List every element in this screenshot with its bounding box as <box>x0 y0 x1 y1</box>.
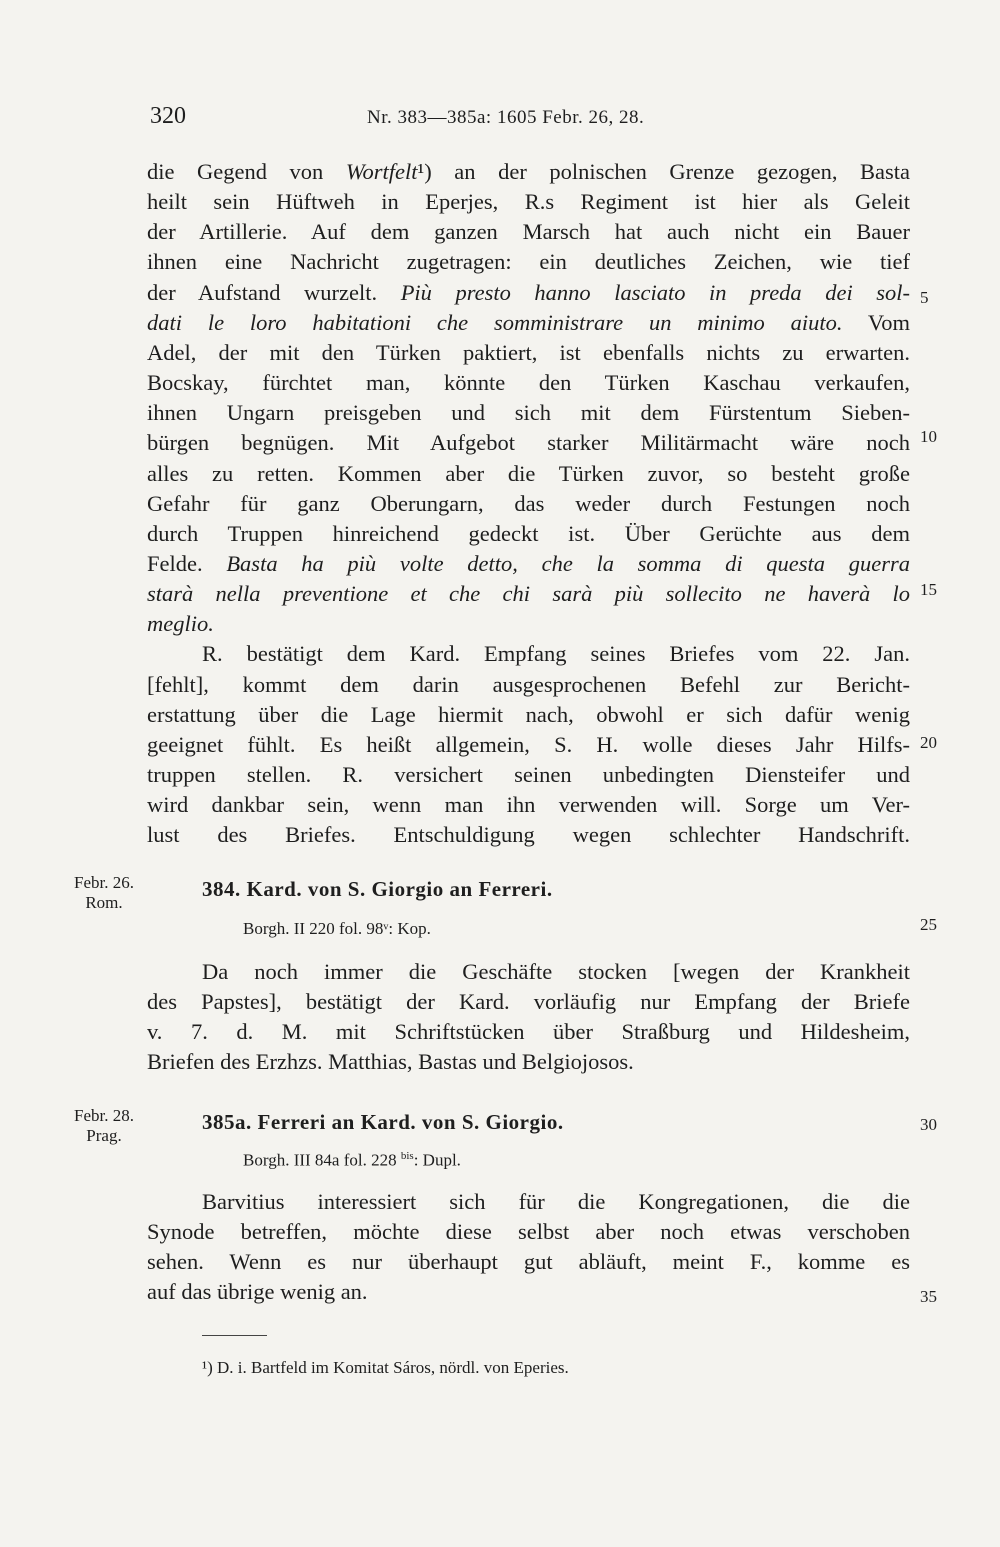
text-segment: Synode betreffen, möchte diese selbst aber noch etwas verschoben <box>147 1219 910 1244</box>
text-segment: Briefen des Erzhzs. Matthias, Bastas und Belgiojosos. <box>147 1049 634 1074</box>
text-line <box>147 1247 910 1277</box>
text-line <box>147 489 910 519</box>
text-line <box>147 428 910 458</box>
source-superscript: bis <box>400 1150 414 1162</box>
text-line <box>147 398 910 428</box>
running-head: Nr. 383—385a: 1605 Febr. 26, 28. <box>367 107 645 128</box>
text-line <box>147 987 910 1017</box>
italic-quote: dati le loro habitationi che somministrare un minimo aiuto. <box>147 309 843 335</box>
text-segment: ¹) an der polnischen Grenze gezogen, Basta <box>417 159 910 184</box>
text-segment: Gefahr für ganz Oberungarn, das weder durch Festungen noch <box>147 490 910 516</box>
entry-385a-margin-date <box>62 1106 146 1146</box>
text-line <box>147 187 910 217</box>
italic-quote: starà nella preventione et che chi sarà più sollecito ne haverà lo <box>147 581 910 607</box>
text-segment: die Gegend von <box>147 159 346 184</box>
entry-384-margin-date <box>62 873 146 913</box>
text-segment: durch Truppen hinreichend gedeckt ist. Über Gerüchte aus dem <box>147 520 910 546</box>
text-line <box>202 1187 910 1217</box>
text-segment: Vom <box>842 309 910 335</box>
entry-number: 385a. <box>202 1110 252 1134</box>
source-tail: : Dupl. <box>413 1150 461 1170</box>
source-main: Borgh. III 84a fol. 228 <box>243 1150 397 1170</box>
text-segment: [fehlt], kommt dem darin ausgesprochenen Befehl zur Bericht- <box>147 671 910 697</box>
text-segment: truppen stellen. R. versichert seinen unbedingten Diensteifer und <box>147 762 910 787</box>
text-line <box>147 217 910 247</box>
text-segment: erstattung über die Lage hiermit nach, obwohl er sich dafür wenig <box>147 701 910 727</box>
text-segment: sehen. Wenn es nur überhaupt gut abläuft, meint F., komme es <box>147 1249 910 1274</box>
text-line <box>147 670 910 700</box>
text-segment: ihnen Ungarn preisgeben und sich mit dem Fürstentum Sieben- <box>147 400 910 426</box>
margin-date: Febr. 26. <box>74 873 134 892</box>
text-line <box>147 579 910 609</box>
entry-385a-heading <box>202 1110 564 1135</box>
italic-quote: Basta ha più volte detto, che la somma di questa guerra <box>226 550 910 576</box>
text-line <box>147 1217 910 1247</box>
entry-title: Kard. von S. Giorgio an Ferreri. <box>246 877 553 901</box>
line-number: 10 <box>920 427 937 446</box>
text-line <box>147 730 910 760</box>
entry-385a-source <box>243 1150 461 1171</box>
text-line <box>147 519 910 549</box>
margin-place: Rom. <box>85 893 123 912</box>
text-line <box>202 639 910 669</box>
text-segment: Felde. <box>147 550 227 576</box>
text-line <box>147 1277 910 1307</box>
text-line <box>147 157 910 187</box>
text-line <box>147 308 910 338</box>
text-segment: der Aufstand wurzelt. <box>147 279 401 305</box>
text-line <box>147 700 910 730</box>
margin-place: Prag. <box>86 1126 122 1145</box>
footnote: ¹) D. i. Bartfeld im Komitat Sáros, nördl. von Eperies. <box>202 1358 569 1377</box>
entry-number: 384. <box>202 877 241 901</box>
italic-quote: Più presto hanno lasciato in preda dei sol- <box>400 279 910 305</box>
text-segment: lust des Briefes. Entschuldigung wegen schlechter Handschrift. <box>147 822 910 848</box>
text-line <box>147 790 910 820</box>
text-line <box>147 338 910 368</box>
entry-title: Ferreri an Kard. von S. Giorgio. <box>257 1110 564 1134</box>
text-segment: Bocskay, fürchtet man, könnte den Türken Kaschau verkaufen, <box>147 370 910 396</box>
text-line <box>202 957 910 987</box>
footnote-divider <box>202 1335 267 1336</box>
text-segment: des Papstes], bestätigt der Kard. vorläufig nur Empfang der Briefe <box>147 989 910 1014</box>
margin-date: Febr. 28. <box>74 1106 134 1125</box>
text-line <box>147 368 910 398</box>
line-number: 5 <box>920 288 929 307</box>
entry-384-source: Borgh. II 220 fol. 98ᵛ: Kop. <box>243 919 431 938</box>
line-number: 20 <box>920 733 937 752</box>
text-segment: wird dankbar sein, wenn man ihn verwenden will. Sorge um Ver- <box>147 792 910 818</box>
text-segment: geeignet fühlt. Es heißt allgemein, S. H. wolle dieses Jahr Hilfs- <box>147 731 910 757</box>
line-number: 15 <box>920 580 937 599</box>
text-line <box>147 278 910 308</box>
text-line <box>147 609 910 639</box>
page-header <box>0 103 1000 137</box>
text-segment: der Artillerie. Auf dem ganzen Marsch hat auch nicht ein Bauer <box>147 219 910 245</box>
text-segment: heilt sein Hüftweh in Eperjes, R.s Regiment ist hier als Geleit <box>147 189 910 215</box>
text-segment: Da noch immer die Geschäfte stocken [wegen der Krankheit <box>202 959 910 984</box>
text-line <box>147 820 910 850</box>
text-line <box>147 549 910 579</box>
text-segment: alles zu retten. Kommen aber die Türken zuvor, so besteht große <box>147 460 910 486</box>
entry-384-heading <box>202 877 553 902</box>
text-segment: Adel, der mit den Türken paktiert, ist ebenfalls nichts zu erwarten. <box>147 339 910 365</box>
line-number: 25 <box>920 915 937 934</box>
text-segment: auf das übrige wenig an. <box>147 1279 368 1304</box>
text-segment: v. 7. d. M. mit Schriftstücken über Straßburg und Hildesheim, <box>147 1019 910 1044</box>
text-line <box>147 1017 910 1047</box>
text-segment: Barvitius interessiert sich für die Kongregationen, die die <box>202 1189 910 1214</box>
text-segment: ihnen eine Nachricht zugetragen: ein deutliches Zeichen, wie tief <box>147 249 910 275</box>
line-number: 30 <box>920 1115 937 1134</box>
text-line <box>147 760 910 790</box>
text-line <box>147 459 910 489</box>
italic-quote: meglio. <box>147 611 214 637</box>
text-line <box>147 1047 910 1077</box>
page-number: 320 <box>150 103 186 129</box>
text-segment: R. bestätigt dem Kard. Empfang seines Briefes vom 22. Jan. <box>202 641 910 667</box>
text-segment: bürgen begnügen. Mit Aufgebot starker Militärmacht wäre noch <box>147 430 910 456</box>
italic-quote: Wortfelt <box>345 159 418 184</box>
text-line <box>147 247 910 277</box>
line-number: 35 <box>920 1287 937 1306</box>
